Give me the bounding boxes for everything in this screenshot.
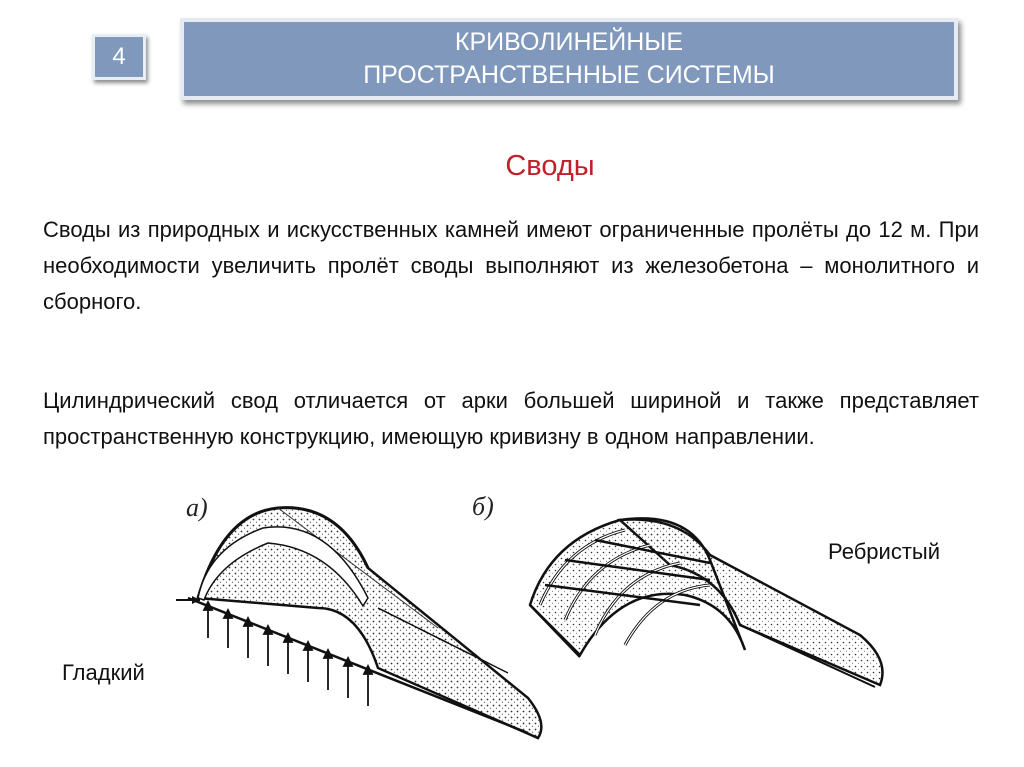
figure-a-label: а) — [186, 493, 208, 522]
smooth-vault-label: Гладкий — [62, 660, 145, 685]
section-subtitle: Своды — [505, 150, 595, 182]
slide-title — [180, 18, 958, 100]
paragraph-cylindrical-vault: Цилиндрический свод отличается от арки большей шириной и также представляет пространственную конструкцию, имеющую кривизну в одном направлении. — [43, 388, 979, 449]
ribbed-vault-figure — [470, 485, 890, 695]
paragraph-vault-materials: Своды из природных и искусственных камней имеют ограниченные пролёты до 12 м. При необходимости увеличить пролёт своды выполняют из железобетона – монолитного и сборного. — [43, 217, 979, 314]
ribbed-vault-label: Ребристый — [828, 539, 940, 564]
figure-b-label: б) — [472, 492, 494, 521]
slide-title-text: КРИВОЛИНЕЙНЫЕ ПРОСТРАНСТВЕННЫЕ СИСТЕМЫ — [363, 28, 775, 89]
slide-number: 4 — [92, 34, 146, 80]
